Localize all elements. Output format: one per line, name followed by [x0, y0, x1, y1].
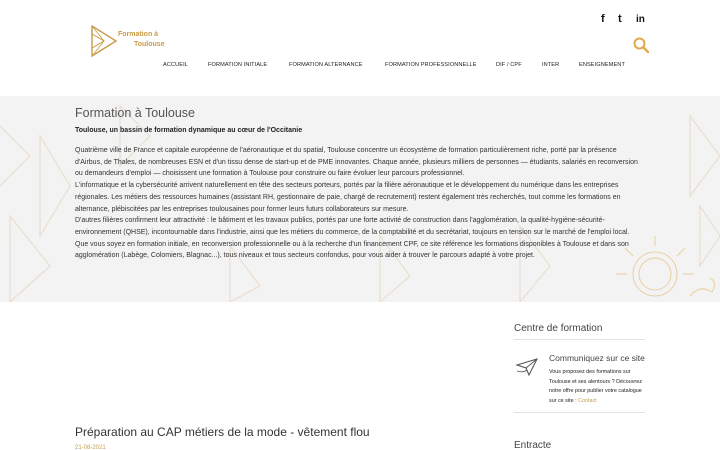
nav-item-accueil[interactable]: ACCUEIL: [163, 62, 188, 68]
site-header: [0, 0, 720, 96]
logo-text-line1: Formation à: [118, 31, 159, 38]
nav-item-formation-alternance[interactable]: FORMATION ALTERNANCE: [289, 62, 363, 68]
intro-paragraph: Quatrième ville de France et capitale européenne de l'aéronautique et du spatial, Toulouse concentre un écosystème de formation particulièrement riche, porté par la présence d'Airbus, de Thales, de nombreuses ESN et d'un tissu dense de start-up et de PME innovantes. Chaque année, plusieurs milliers de personnes — étudiants, salariés en reconversion ou demandeurs d'emploi — choisissent une formation à Toulouse pour construire ou faire évoluer leur parcours professionnel.: [75, 147, 638, 178]
search-icon[interactable]: [633, 37, 649, 53]
nav-item-formation-professionnelle[interactable]: FORMATION PROFESSIONNELLE: [385, 62, 477, 68]
post-date: 21-08-2021: [75, 445, 106, 450]
intro-paragraph: Que vous soyez en formation initiale, en reconversion professionnelle ou à la recherche d'un financement CPF, ce site référence les formations disponibles à Toulouse et dans son agglomération (Labège, Colomiers, Blagnac...), tous niveaux et tous secteurs confondus, pour vous aider à trouver le parcours adapté à votre projet.: [75, 240, 629, 260]
nav-item-formation-initiale[interactable]: FORMATION INITIALE: [208, 62, 268, 68]
widget-text: [549, 368, 649, 406]
site-logo[interactable]: [90, 24, 170, 58]
sidebar-heading-centre: Centre de formation: [514, 323, 603, 334]
intro-paragraph: D'autres filières confirment leur attractivité : le bâtiment et les travaux publics, portés par une forte activité de construction dans l'agglomération, la qualité-hygiène-sécurité-environnement (QHSE), incontournable dans l'industrie, ainsi que les métiers du commerce, de la comptabilité et du secrétariat, toujours en tension sur le marché de l'emploi local.: [75, 217, 630, 236]
nav-item-inter[interactable]: INTER: [542, 62, 560, 68]
main-nav: [0, 62, 720, 74]
widget-title: Communiquez sur ce site: [549, 353, 645, 363]
nav-item-dif-cpf[interactable]: DIF / CPF: [496, 62, 522, 68]
page-subtitle: Toulouse, un bassin de formation dynamique au cœur de l'Occitanie: [75, 127, 303, 134]
sidebar-divider: [514, 412, 645, 413]
sidebar-divider: [514, 339, 645, 340]
widget-description: Vous proposez des formations sur Toulouse et ses alentours ? Découvrez notre offre pour publier votre catalogue sur ce site :: [549, 369, 642, 404]
intro-paragraph: L'informatique et la cybersécurité arrivent naturellement en tête des secteurs porteurs, portés par la filière aéronautique et le développement du numérique dans les entreprises régionales. Les métiers des ressources humaines (assistant RH, gestionnaire de paie, chargé de recrutement) restent également très recherchés, tout comme les formations en alternance, plébiscitées par les entreprises toulousaines pour former leurs futurs collaborateurs sur mesure.: [75, 182, 621, 213]
logo-text-line2: Toulouse: [134, 41, 165, 48]
intro-band: [0, 96, 720, 302]
sidebar-heading-entracte: Entracte: [514, 440, 552, 450]
intro-text: [75, 145, 645, 262]
page-title: Formation à Toulouse: [75, 106, 195, 120]
linkedin-icon[interactable]: in: [636, 14, 645, 25]
contact-link[interactable]: Contact: [578, 397, 597, 404]
paper-plane-icon: [515, 357, 541, 377]
facebook-icon[interactable]: f: [601, 13, 605, 25]
nav-item-enseignement[interactable]: ENSEIGNEMENT: [579, 62, 625, 68]
post-title-link[interactable]: Préparation au CAP métiers de la mode - vêtement flou: [75, 425, 370, 439]
logo-triangle-icon: [90, 24, 118, 58]
twitter-icon[interactable]: t: [618, 13, 622, 25]
